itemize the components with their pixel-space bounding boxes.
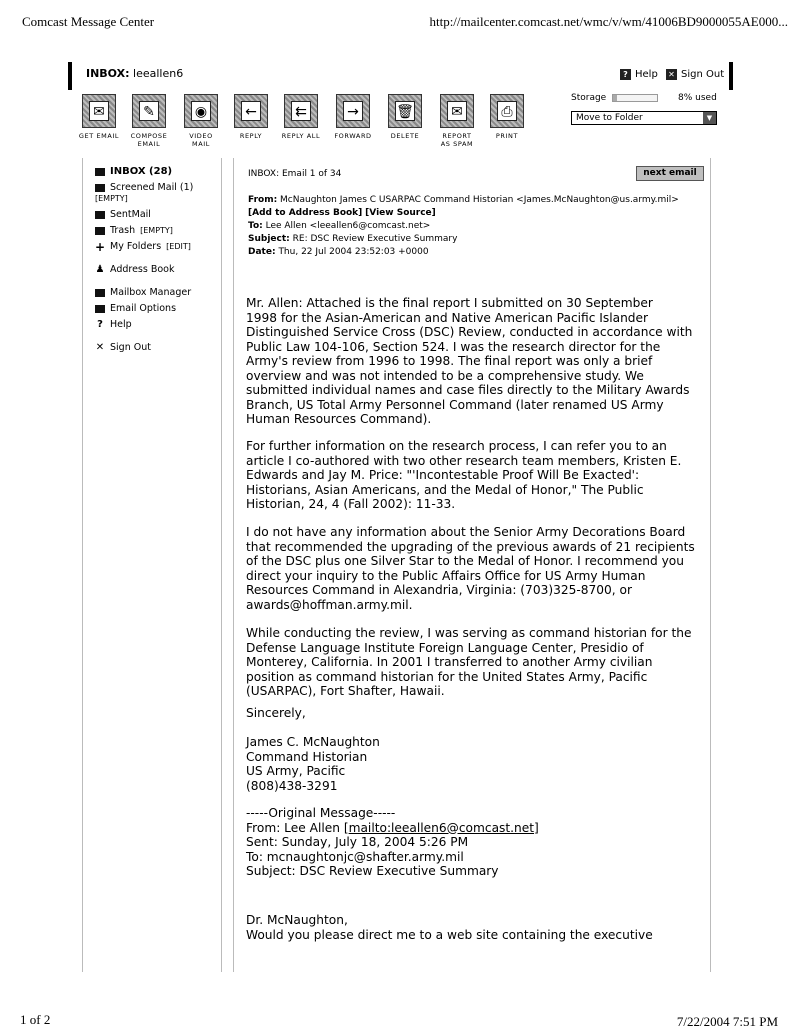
compose-icon-glyph: ✎	[139, 101, 159, 121]
person-icon: ♟	[95, 263, 105, 275]
sidebar-item-help[interactable]	[95, 319, 132, 330]
body-line: (808)438-3291	[246, 778, 338, 793]
body-paragraph-4	[246, 626, 692, 699]
help-link-label: Help	[635, 69, 658, 80]
storage-percent: 8% used	[678, 93, 717, 103]
folder-icon	[95, 184, 105, 192]
body-line: Command Historian	[246, 749, 368, 764]
get-email-button[interactable]	[74, 94, 124, 140]
reply-icon-glyph: ←	[241, 101, 261, 121]
sidebar-item-label: Trash	[110, 225, 136, 236]
body-line: overview and was not intended to be a comprehensive study. We	[246, 368, 644, 383]
sidebar-screened-empty-link[interactable]	[95, 194, 128, 203]
message-count: INBOX: Email 1 of 34	[248, 169, 342, 179]
message-pane	[233, 158, 711, 972]
mailto-link[interactable]: mailto:leeallen6@comcast.net	[348, 820, 535, 835]
toolbar-button-label	[328, 132, 378, 140]
reply-icon	[234, 94, 268, 128]
body-line: While conducting the review, I was serving as command historian for the	[246, 626, 692, 640]
sign-out-link[interactable]	[666, 69, 724, 80]
body-line: article I co-authored with two other research team members, Kristen E.	[246, 453, 682, 468]
video-mail-icon-glyph: ◉	[191, 101, 211, 121]
my-folders-edit-link[interactable]: [EDIT]	[166, 242, 191, 251]
body-line: of the DSC plus one Silver Star to the Medal of Honor. I recommend you	[246, 554, 684, 568]
sidebar-item-address-book[interactable]	[95, 264, 175, 275]
toolbar-button-label-line1: FORWARD	[334, 132, 372, 140]
close-icon: ✕	[666, 69, 677, 80]
storage-label: Storage	[571, 93, 607, 103]
body-line: (USARPAC), Fort Shafter, Hawaii.	[246, 684, 445, 698]
reply-all-button[interactable]	[276, 94, 326, 140]
options-icon	[95, 305, 105, 313]
forward-icon	[336, 94, 370, 128]
toolbar-button-label	[226, 132, 276, 140]
storage-bar	[612, 94, 658, 102]
body-line: James C. McNaughton	[246, 735, 380, 749]
original-body	[246, 913, 653, 942]
toolbar-button-label-line1: REPLY	[239, 132, 263, 140]
body-line: Mr. Allen: Attached is the final report I submitted on 30 September	[246, 296, 653, 310]
body-paragraph-3	[246, 525, 695, 612]
print-footer-timestamp: 7/22/2004 7:51 PM	[676, 1014, 778, 1029]
date-value: Thu, 22 Jul 2004 23:52:03 +0000	[278, 247, 429, 257]
header-to	[248, 221, 430, 231]
body-line: I do not have any information about the Senior Army Decorations Board	[246, 525, 686, 539]
body-line: Public Law 104-106, Section 524. I was the research director for the	[246, 339, 661, 354]
get-email-icon-glyph: ✉	[89, 101, 109, 121]
body-paragraph-2	[246, 439, 681, 512]
sidebar-item-sign-out[interactable]	[95, 342, 151, 353]
toolbar-button-label	[124, 132, 174, 148]
trash-empty-link[interactable]: [EMPTY]	[140, 226, 173, 235]
body-line: that recommended the upgrading of the previous awards of 21 recipients	[246, 539, 695, 554]
body-line: US Army, Pacific	[246, 764, 346, 778]
inbox-title	[86, 67, 183, 80]
body-line: Human Resources Command).	[246, 412, 432, 426]
original-greeting: Dr. McNaughton,	[246, 913, 348, 927]
forward-icon-glyph: →	[343, 101, 363, 121]
header-from	[248, 195, 679, 205]
toolbar-button-label	[432, 132, 482, 148]
report-spam-button[interactable]	[432, 94, 482, 148]
toolbar-button-label-line1: COMPOSE	[130, 132, 168, 140]
toolbar-button-label-line1: PRINT	[495, 132, 519, 140]
sidebar-item-label: Address Book	[110, 264, 175, 275]
to-value: Lee Allen <leeallen6@comcast.net>	[265, 221, 431, 231]
empty-link: [EMPTY]	[95, 194, 128, 203]
toolbar-button-label	[176, 132, 226, 148]
toolbar-button-label-line1: REPLY ALL	[281, 132, 321, 140]
reply-all-icon	[284, 94, 318, 128]
compose-button[interactable]	[124, 94, 174, 148]
sign-out-link-label: Sign Out	[681, 69, 725, 80]
original-body-line: Would you please direct me to a web site containing the executive	[246, 927, 653, 942]
sign-off: Sincerely,	[246, 706, 306, 720]
date-label: Date:	[248, 247, 276, 257]
from-label: From:	[248, 195, 278, 205]
body-line: awards@hoffman.army.mil.	[246, 597, 413, 612]
sidebar-item-my-folders[interactable]	[95, 241, 191, 252]
original-from-suffix: ]	[534, 820, 539, 835]
original-subject: Subject: DSC Review Executive Summary	[246, 864, 499, 878]
toolbar-button-label-line1: DELETE	[390, 132, 420, 140]
help-icon: ?	[620, 69, 631, 80]
username: leeallen6	[133, 67, 184, 80]
toolbar-button-label-line2: MAIL	[192, 140, 210, 148]
reply-button[interactable]	[226, 94, 276, 140]
body-line: Branch, US Total Army Personnel Command (later renamed US Army	[246, 397, 664, 412]
toolbar-button-label	[276, 132, 326, 140]
original-message-header: -----Original Message-----	[246, 806, 396, 820]
video-mail-button[interactable]	[176, 94, 226, 148]
toolbar-button-label-line1: REPORT	[442, 132, 472, 140]
sidebar-item-label: My Folders	[110, 241, 162, 252]
folder-icon	[95, 227, 105, 235]
signature-block	[246, 735, 380, 793]
original-from	[246, 821, 539, 836]
toolbar-button-label-line2: AS SPAM	[440, 140, 474, 148]
sidebar-item-label: Email Options	[110, 303, 177, 314]
toolbar-button-label-line1: GET EMAIL	[78, 132, 120, 140]
sidebar-item-label: SentMail	[110, 209, 151, 220]
storage-fill	[613, 95, 617, 101]
toolbar-button-label-line1: VIDEO	[189, 132, 213, 140]
body-line: Resources Command in Alexandria, Virginia: (703)325-8700, or	[246, 583, 632, 597]
print-icon	[490, 94, 524, 128]
toolbar-button-label	[380, 132, 430, 140]
print-button[interactable]	[482, 94, 532, 140]
original-from-prefix: From: Lee Allen [	[246, 820, 349, 835]
help-link[interactable]	[620, 69, 658, 80]
sidebar	[82, 158, 222, 972]
original-message	[246, 806, 539, 879]
chevron-down-icon[interactable]: ▼	[703, 112, 716, 124]
report-spam-icon	[440, 94, 474, 128]
add-to-address-book-link[interactable]: [Add to Address Book]	[248, 208, 363, 218]
print-footer-page: 1 of 2	[20, 1012, 51, 1027]
report-spam-icon-glyph: ✉	[447, 101, 467, 121]
next-email-button[interactable]: next email	[636, 166, 704, 181]
view-source-link[interactable]: [View Source]	[365, 208, 436, 218]
toolbar-button-label	[74, 132, 124, 140]
reply-all-icon-glyph: ⇇	[291, 101, 311, 121]
envelope-icon	[95, 289, 105, 297]
body-line: Historians, Asian Americans, and the Medal of Honor," The Public	[246, 482, 644, 497]
body-line: direct your inquiry to the Public Affairs Office for US Army Human	[246, 568, 646, 583]
header-date	[248, 247, 429, 257]
sidebar-item-label: Help	[110, 319, 132, 330]
body-line: position as command historian for the United States Army, Pacific	[246, 669, 648, 684]
body-line: Historian, 24, 4 (Fall 2002): 11-33.	[246, 497, 456, 511]
sidebar-item-label: Screened Mail (1)	[110, 182, 194, 193]
sidebar-item-email-options[interactable]	[95, 303, 176, 314]
body-line: Defense Language Institute Foreign Language Center, Presidio of	[246, 640, 644, 655]
forward-button[interactable]	[328, 94, 378, 140]
move-to-folder-select[interactable]	[571, 111, 717, 125]
compose-icon	[132, 94, 166, 128]
print-icon-glyph: ⎙	[497, 101, 517, 121]
video-mail-icon	[184, 94, 218, 128]
frame-left-border	[68, 62, 72, 90]
delete-button[interactable]	[380, 94, 430, 140]
sidebar-item-trash[interactable]	[95, 225, 173, 236]
toolbar-button-label-line2: EMAIL	[137, 140, 161, 148]
print-header-title: Comcast Message Center	[22, 14, 155, 29]
delete-icon-glyph: 🗑	[395, 101, 415, 121]
folder-icon	[95, 168, 105, 176]
move-to-folder-value: Move to Folder	[576, 113, 643, 123]
storage-meter	[571, 93, 658, 103]
question-icon: ?	[97, 318, 103, 330]
sidebar-item-label: INBOX (28)	[110, 166, 173, 177]
sidebar-item-label: Sign Out	[110, 342, 151, 353]
toolbar-button-label	[482, 132, 532, 140]
sidebar-item-label: Mailbox Manager	[110, 287, 192, 298]
body-line: Edwards and Jay M. Price: "'Incontestable Proof Will Be Exacted':	[246, 468, 640, 482]
body-line: For further information on the research process, I can refer you to an	[246, 439, 667, 453]
subject-value: RE: DSC Review Executive Summary	[292, 234, 458, 244]
header-subject	[248, 234, 457, 244]
body-paragraph-1	[246, 296, 692, 427]
sidebar-item-mailbox-manager[interactable]	[95, 287, 191, 298]
body-line: submitted individual names and case files directly to the Military Awards	[246, 383, 690, 397]
body-line: Distinguished Service Cross (DSC) Review, conducted in accordance with	[246, 325, 693, 339]
sidebar-item-sentmail[interactable]	[95, 209, 151, 220]
body-line: Monterey, California. In 2001 I transferred to another Army civilian	[246, 655, 653, 669]
sidebar-item-screened-mail[interactable]	[95, 182, 193, 193]
body-line: 1998 for the Asian-American and Native American Pacific Islander	[246, 310, 649, 325]
original-to: To: mcnaughtonjc@shafter.army.mil	[246, 849, 464, 864]
delete-icon	[388, 94, 422, 128]
get-email-icon	[82, 94, 116, 128]
subject-label: Subject:	[248, 234, 290, 244]
header-actions	[248, 208, 436, 218]
print-header-url: http://mailcenter.comcast.net/wmc/v/wm/41006BD9000055AE000...	[429, 14, 788, 29]
folder-icon	[95, 211, 105, 219]
sidebar-item-inbox[interactable]	[95, 166, 172, 177]
from-value: McNaughton James C USARPAC Command Historian <James.McNaughton@us.army.mil>	[280, 195, 679, 205]
original-sent: Sent: Sunday, July 18, 2004 5:26 PM	[246, 835, 469, 849]
to-label: To:	[248, 221, 263, 231]
body-line: Army's review from 1996 to 1998. The final report was only a brief	[246, 354, 653, 368]
frame-right-border	[729, 62, 733, 90]
plus-icon: +	[95, 239, 106, 254]
inbox-label: INBOX:	[86, 67, 130, 80]
close-icon: ✕	[95, 341, 105, 353]
